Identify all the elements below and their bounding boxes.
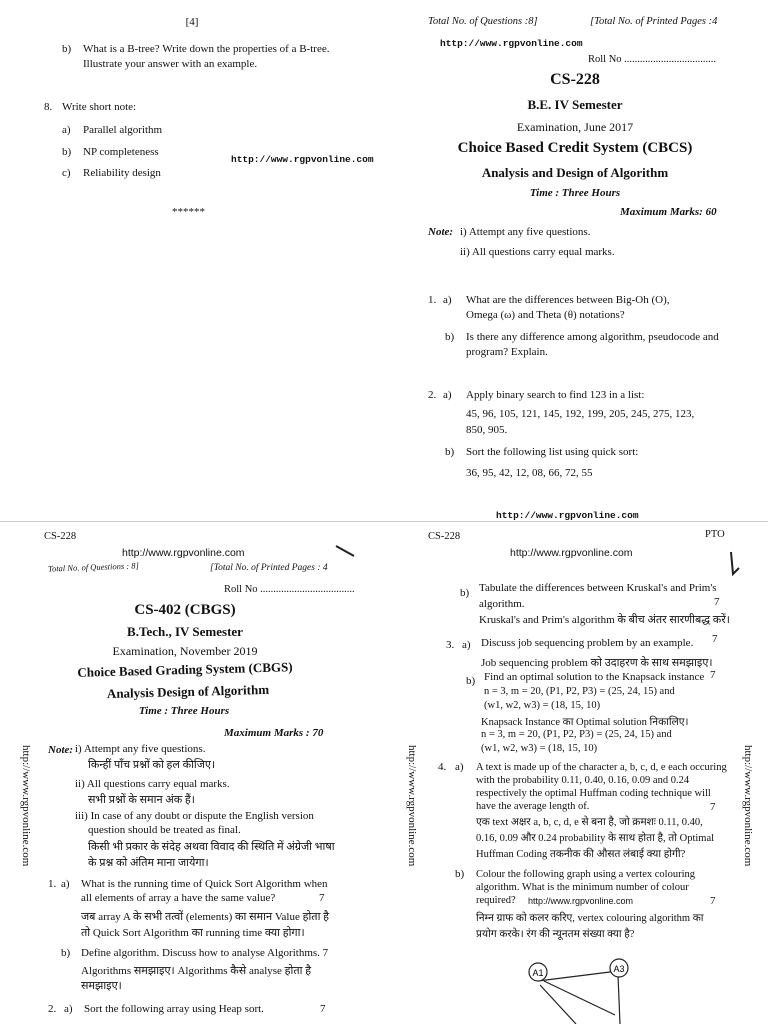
code-corner: CS-228	[44, 531, 77, 542]
q2a-marks: 7	[320, 1003, 326, 1015]
q1b-label: b)	[61, 947, 71, 959]
q7b-label: b)	[62, 43, 72, 55]
side-watermark-url-left: http://www.rgpvonline.com	[406, 745, 418, 867]
graph-edge	[538, 971, 618, 981]
q8-number: 8.	[44, 101, 53, 113]
exam-session: Examination, June 2017	[516, 120, 634, 134]
q4b-hindi2: प्रयोग करके। रंग की न्यूनतम संख्या क्या है?	[476, 929, 635, 940]
q3a-line1: Discuss job sequencing problem by an example.	[481, 637, 694, 649]
exam-time: Time : Three Hours	[529, 187, 621, 199]
graph-edge	[618, 975, 620, 1024]
q1-number: 1.	[48, 878, 57, 890]
graph-edge	[544, 981, 615, 1015]
q2a-line2: 45, 96, 105, 121, 145, 192, 199, 205, 245, 275, 123,	[466, 408, 695, 420]
q1a-line2: all elements of array a have the same value?	[81, 892, 276, 904]
q3a-label: a)	[462, 639, 471, 651]
semester: B.Tech., IV Semester	[127, 624, 243, 639]
q2b-line1: Sort the following list using quick sort:	[466, 446, 639, 458]
note-b-label: b)	[62, 146, 72, 158]
note-ii: ii) All questions carry equal marks.	[460, 246, 615, 258]
q1a-line1: What is the running time of Quick Sort Algorithm when	[81, 878, 328, 890]
q7b-text-line1: What is a B-tree? Write down the properties of a B-tree.	[83, 43, 330, 55]
q4b-label: b)	[455, 868, 465, 880]
note-a-label: a)	[62, 124, 71, 136]
q2a-label: a)	[443, 389, 452, 401]
q4b-url: http://www.rgpvonline.com	[528, 896, 634, 906]
q1-number: 1.	[428, 294, 437, 306]
header-url: http://www.rgpvonline.com	[122, 547, 245, 559]
max-marks: Maximum Marks: 60	[620, 206, 717, 218]
q2b-label: b)	[445, 446, 455, 458]
q1b-hindi2: समझाइए।	[81, 980, 122, 992]
graph-edge	[540, 985, 576, 1024]
total-questions: Total No. of Questions :8]	[428, 16, 538, 27]
q3a-hindi: Job sequencing problem को उदाहरण के साथ समझाइए।	[481, 657, 713, 669]
subject-title: Analysis Design of Algorithm	[106, 681, 270, 702]
q4a-line4: have the average length of.	[476, 801, 590, 812]
q2b-line2: 36, 95, 42, 12, 08, 66, 72, 55	[466, 467, 593, 479]
q2a-label: a)	[64, 1003, 73, 1015]
q4a-hindi2: 0.16, 0.09 और 0.24 probability के साथ होता है, तो Optimal	[476, 833, 715, 844]
q4a-line2: with the probability 0.11, 0.40, 0.16, 0.09 and 0.24	[476, 775, 690, 786]
q4a-label: a)	[455, 761, 464, 773]
q4a-hindi3: Huffman Coding तकनीक की औसत लंबाई क्या होगी?	[476, 849, 686, 860]
q3-number: 3.	[446, 639, 455, 651]
q3b-hindi2: n = 3, m = 20, (P1, P2, P3) = (25, 24, 15) and	[481, 729, 672, 740]
note-iii-hindi1: किसी भी प्रकार के संदेह अथवा विवाद की स्थिति में अंग्रेजी भाषा	[88, 841, 335, 853]
note-iii-line1: iii) In case of any doubt or dispute the English version	[75, 810, 314, 822]
q1b-label: b)	[445, 331, 455, 343]
q1a-line1: What are the differences between Big-Oh (O),	[466, 294, 670, 306]
note-iii-hindi2: के प्रश्न को अंतिम माना जायेगा।	[88, 857, 209, 869]
q2a-line1: Sort the following array using Heap sort.	[84, 1003, 264, 1015]
page-number: [4]	[185, 16, 199, 28]
q1a-marks: 7	[319, 892, 325, 904]
q1b-line2: program? Explain.	[466, 346, 548, 358]
q4-number: 4.	[438, 761, 447, 773]
pen-mark	[334, 542, 358, 562]
note-iii-line2: question should be treated as final.	[88, 824, 241, 836]
roll-no: Roll No ...................................	[588, 54, 717, 65]
side-watermark-url: http://www.rgpvonline.com	[20, 745, 32, 867]
note-label: Note:	[48, 744, 74, 756]
note-i: i) Attempt any five questions.	[460, 226, 591, 238]
scheme-title: Choice Based Credit System (CBCS)	[457, 140, 693, 156]
q1b-hindi1: Algorithms समझाइए। Algorithms कैसे analyse होता है	[81, 965, 312, 977]
q4a-line1: A text is made up of the character a, b, c, d, e each occuring	[476, 762, 727, 773]
note-b-text: NP completeness	[83, 146, 159, 158]
page-divider-horizontal	[0, 521, 768, 522]
note-a-text: Parallel algorithm	[83, 124, 163, 136]
pto-label: PTO	[705, 529, 725, 540]
q4a-line3: respectively the optimal Huffman coding technique will	[476, 788, 711, 799]
q3b-hindi1: Knapsack Instance का Optimal solution निकालिए।	[481, 717, 689, 728]
q8-title: Write short note:	[62, 101, 137, 113]
note-ii: ii) All questions carry equal marks.	[75, 778, 230, 790]
q4b-hindi1: निम्न ग्राफ को कलर करिए, vertex colouring algorithm का	[476, 913, 704, 924]
q1a-hindi2: तो Quick Sort Algorithm का running time क्या होगा।	[81, 927, 305, 939]
q2-number: 2.	[48, 1003, 57, 1015]
printed-pages: [Total No. of Printed Pages : 4	[210, 563, 328, 573]
header-url: http://www.rgpvonline.com	[510, 547, 633, 559]
semester: B.E. IV Semester	[527, 97, 623, 112]
q4b-marks: 7	[710, 895, 716, 907]
printed-pages: [Total No. of Printed Pages :4	[590, 16, 718, 27]
paper-code: CS-228	[550, 71, 600, 88]
q1a-label: a)	[61, 878, 70, 890]
subject-title: Analysis and Design of Algorithm	[481, 165, 669, 180]
q1b-line1: Is there any difference among algorithm, pseudocode and	[466, 331, 719, 343]
q4b-line2: algorithm. What is the minimum number of colour	[476, 882, 689, 893]
note-label: Note:	[428, 226, 454, 238]
q1b-line1: Define algorithm. Discuss how to analyse Algorithms. 7	[81, 947, 329, 959]
note-i-hindi: किन्हीं पाँच प्रश्नों को हल कीजिए।	[88, 759, 216, 771]
side-watermark-url-right: http://www.rgpvonline.com	[742, 745, 754, 867]
q3b-line3: (w1, w2, w3) = (18, 15, 10)	[484, 700, 601, 711]
q2b-line1: Tabulate the differences between Kruskal's and Prim's	[479, 582, 717, 594]
note-c-label: c)	[62, 167, 71, 179]
q3b-marks: 7	[710, 669, 716, 681]
watermark-url: http://www.rgpvonline.com	[231, 154, 374, 165]
graph-node-a3-label: A3	[613, 964, 625, 974]
scheme-title: Choice Based Grading System (CBGS)	[77, 659, 293, 680]
q1a-label: a)	[443, 294, 452, 306]
footer-url: http://www.rgpvonline.com	[496, 510, 639, 521]
q3b-hindi3: (w1, w2, w3) = (18, 15, 10)	[481, 743, 598, 754]
header-url: http://www.rgpvonline.com	[440, 38, 583, 49]
q1a-hindi1: जब array A के सभी तत्वों (elements) का समान Value होता है	[81, 911, 330, 923]
note-c-text: Reliability design	[83, 167, 161, 179]
code-corner: CS-228	[428, 531, 461, 542]
graph-node-a1-label: A1	[532, 968, 544, 978]
total-questions: Total No. of Questions : 8]	[47, 560, 139, 574]
roll-no: Roll No ....................................	[224, 584, 355, 595]
q4b-line3: required?	[476, 895, 516, 906]
q2a-line3: 850, 905.	[466, 424, 508, 436]
note-i: i) Attempt any five questions.	[75, 743, 206, 755]
q3b-label: b)	[466, 675, 476, 687]
note-ii-hindi: सभी प्रश्नों के समान अंक हैं।	[88, 794, 195, 806]
q2b-line2: algorithm.	[479, 598, 525, 610]
q1a-line2: Omega (ω) and Theta (θ) notations?	[466, 309, 625, 321]
q2b-marks: 7	[714, 596, 720, 608]
q2a-line1: Apply binary search to find 123 in a list:	[466, 389, 645, 401]
q7b-text-line2: Illustrate your answer with an example.	[83, 58, 258, 70]
exam-time: Time : Three Hours	[138, 705, 230, 717]
exam-session: Examination, November 2019	[112, 644, 258, 658]
q4b-line1: Colour the following graph using a vertex colouring	[476, 869, 695, 880]
pen-mark	[727, 550, 741, 578]
q4a-hindi1: एक text अक्षर a, b, c, d, e से बना है, जो क्रमशः 0.11, 0.40,	[476, 817, 703, 828]
q2b-hindi: Kruskal's and Prim's algorithm के बीच अंतर सारणीबद्ध करें।	[479, 614, 730, 626]
max-marks: Maximum Marks : 70	[224, 727, 324, 739]
q4a-marks: 7	[710, 801, 716, 813]
q2-number: 2.	[428, 389, 437, 401]
q3b-line1: Find an optimal solution to the Knapsack instance	[484, 671, 705, 683]
q2b-label: b)	[460, 587, 470, 599]
q3a-marks: 7	[712, 633, 718, 645]
end-stars: ******	[172, 206, 205, 218]
paper-code: CS-402 (CBGS)	[134, 602, 236, 618]
q3b-line2: n = 3, m = 20, (P1, P2, P3) = (25, 24, 15) and	[484, 686, 675, 697]
vertex-colouring-graph	[520, 955, 640, 1024]
